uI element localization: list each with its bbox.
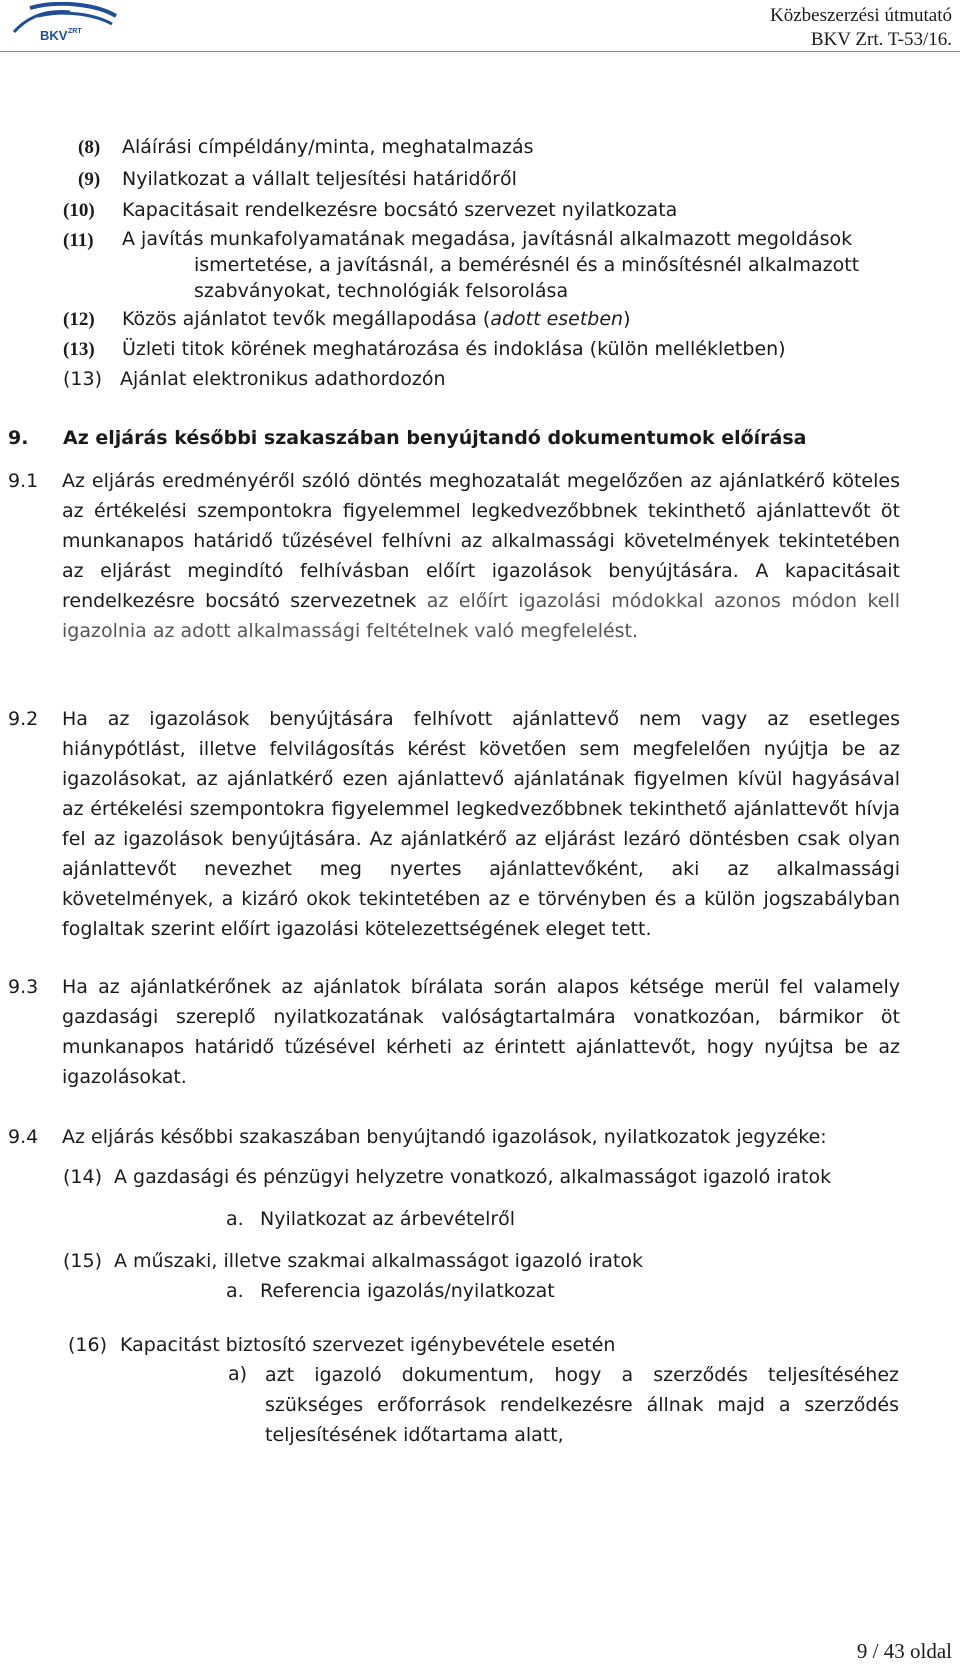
list-item [0, 1163, 900, 1192]
paragraph-text: Ha az ajánlatkérőnek az ajánlatok bírálata során alapos kétsége merül fel valamely gazdasági szereplő nyilatkozatának valóságtartalmára vonatkozóan, bármikor öt munkanapos határidő tűzésével kérheti az érintett ajánlattevőt, hogy nyújtsa be az igazolásokat. [62, 976, 900, 1088]
list-item-number: (11) [63, 230, 94, 251]
list-item-number: (13) [63, 339, 95, 360]
list-item-text: Kapacitást biztosító szervezet igénybevétele esetén [120, 1334, 616, 1356]
list-item-number: (9) [78, 169, 101, 190]
list-item-text [122, 226, 859, 304]
list-item [0, 365, 900, 394]
paragraph-number: 9.2 [8, 708, 39, 730]
paragraph-text [62, 466, 900, 646]
sub-list-item [0, 1205, 900, 1234]
list-item-number: (14) [63, 1166, 103, 1188]
paragraph-text: Ha az igazolások benyújtására felhívott ajánlattevő nem vagy az esetleges hiánypótlást, illetve felvilágosítás kérést követően sem megfelelően nyújtja be az igazolásokat, az ajánlatkérő ezen ajánlattevő ajánlatának figyelmen kívül hagyásával az értékelési szempontokra figyelemmel legkedvezőbbnek tekinthető ajánlattevőt hívja fel az igazolások benyújtására. Az ajánlatkérő az eljárást lezáró döntésben csak olyan ajánlattevőt nevezhet meg nyertes ajánlattevőként, aki az alkalmassági követelmények, a kizáró okok tekintetében az e törvényben és a külön jogszabályban foglaltak szerint előírt igazolási kötelezettségének eleget tett. [62, 708, 900, 940]
section-title: Az eljárás későbbi szakaszában benyújtandó dokumentumok előírása [63, 427, 807, 449]
text-part: Közös ajánlatot tevők megállapodása ( [122, 308, 491, 330]
page-number: 9 / 43 oldal [856, 1639, 952, 1663]
text-part: Az eljárás eredményéről szóló döntés meghozatalát megelőzően az ajánlatkérő köteles az értékelési szempontokra figyelemmel legkedvezőbbnek tekinthető ajánlattevőt öt munkanapos határidő tűzésével felhívni az alkalmassági követelmények tekintetében az eljárást megindító felhívásban előírt igazolások benyújtására. A kapacitásait rendelkezésre bocsátó szervezetnek [62, 470, 900, 612]
list-item-text: Nyilatkozat a vállalt teljesítési határidőről [122, 168, 517, 190]
list-item [0, 305, 900, 334]
sub-list-marker: a) [228, 1363, 248, 1385]
emphasis-text: adott esetben [490, 308, 624, 330]
list-item-number: (8) [78, 137, 101, 158]
list-item-text: Aláírási címpéldány/minta, meghatalmazás [122, 136, 534, 158]
sub-list-text: Referencia igazolás/nyilatkozat [260, 1280, 555, 1302]
list-item [0, 165, 900, 194]
svg-text:BKV: BKV [40, 28, 68, 43]
document-header [770, 4, 952, 52]
list-item [0, 133, 900, 162]
list-item [0, 335, 900, 364]
sub-list-item [0, 1277, 900, 1306]
list-item [0, 196, 900, 225]
list-item-text: Ajánlat elektronikus adathordozón [120, 368, 446, 390]
list-item [0, 1247, 900, 1276]
list-item-number: (15) [63, 1250, 103, 1272]
text-part: ) [623, 308, 631, 330]
document-ref: BKV Zrt. T-53/16. [810, 29, 952, 50]
paragraph-number: 9.3 [8, 976, 39, 998]
list-item-text [122, 305, 631, 334]
text-part: az előírt igazolási módokkal azonos módon kell igazolnia az adott alkalmassági feltételnek való megfelelést. [62, 590, 900, 642]
list-item-number: (13) [63, 368, 103, 390]
list-item-text: Üzleti titok körének meghatározása és indoklása (külön mellékletben) [122, 338, 786, 360]
sub-list-marker: a. [226, 1208, 244, 1230]
sub-list-text: azt igazoló dokumentum, hogy a szerződés teljesítéséhez szükséges erőforrások rendelkezésre állnak majd a szerződés teljesítésének időtartama alatt, [265, 1364, 899, 1446]
document-title: Közbeszerzési útmutató [769, 5, 952, 26]
sub-list-marker: a. [226, 1280, 244, 1302]
sub-list-item [0, 1360, 900, 1450]
paragraph-number: 9.1 [8, 470, 39, 492]
sub-list-text: Nyilatkozat az árbevételről [260, 1208, 516, 1230]
list-item-line: ismertetése, a javításnál, a bemérésnél és a minősítésnél alkalmazott [194, 254, 860, 276]
bkv-logo [8, 2, 120, 46]
list-item-number: (10) [63, 200, 95, 221]
paragraph-text: Az eljárás későbbi szakaszában benyújtandó igazolások, nyilatkozatok jegyzéke: [62, 1126, 827, 1148]
section-heading [8, 424, 908, 453]
section-number: 9. [8, 427, 29, 449]
list-item-number: (12) [63, 309, 95, 330]
list-item-text: A műszaki, illetve szakmai alkalmasságot igazoló iratok [114, 1250, 644, 1272]
svg-text:ZRT: ZRT [68, 28, 82, 35]
list-item-line: A javítás munkafolyamatának megadása, javításnál alkalmazott megoldások [122, 228, 853, 250]
list-item [0, 1331, 900, 1360]
list-item-text: A gazdasági és pénzügyi helyzetre vonatkozó, alkalmasságot igazoló iratok [114, 1166, 832, 1188]
header-divider [0, 51, 960, 52]
list-item-line: szabványokat, technológiák felsorolása [194, 280, 569, 302]
list-item [0, 226, 900, 310]
list-item-text: Kapacitásait rendelkezésre bocsátó szervezet nyilatkozata [122, 199, 678, 221]
paragraph-number: 9.4 [8, 1126, 39, 1148]
list-item-number: (16) [68, 1334, 108, 1356]
